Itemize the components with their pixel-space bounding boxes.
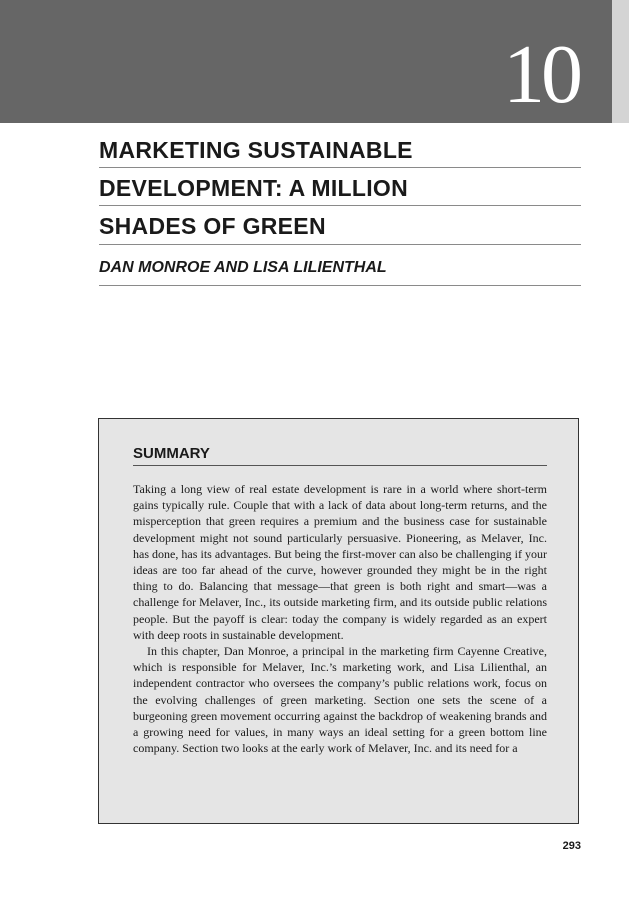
header-edge-tab (612, 0, 629, 123)
authors-rule (99, 285, 581, 286)
chapter-title-line-1: MARKETING SUSTAINABLE (99, 137, 413, 163)
page-number: 293 (562, 840, 581, 852)
chapter-authors: DAN MONROE AND LISA LILIENTHAL (99, 259, 387, 276)
summary-body (133, 481, 547, 756)
summary-paragraph-2: In this chapter, Dan Monroe, a principal in the marketing firm Cayenne Creative, which is responsible for Melaver, Inc.’s marketing work, and Lisa Lilienthal, an independent contractor who oversees the company’s public relations work, focus on the evolving challenges of green marketing. Section one sets the scene of a burgeoning green movement occurring against the backdrop of weakening brands and a growing need for values, in many ways an ideal setting for a green bottom line company. Section two looks at the early work of Melaver, Inc. and its need for a (133, 644, 547, 756)
title-rule (99, 205, 581, 206)
title-rule (99, 244, 581, 245)
chapter-title-line-2: DEVELOPMENT: A MILLION (99, 175, 409, 201)
summary-paragraph-1: Taking a long view of real estate development is rare in a world where short-term gains typically rule. Couple that with a lack of data about long-term returns, and the misperception that green requires a premium and the business case for sustainable development might not sound particularly persuasive. Pioneering, as Melaver, Inc. has done, has its advantages. But being the first-mover can also be challenging if your ideas are too far ahead of the curve, however grounded they might be in the right thing to do. Balancing that message—that green is both right and smart—was a challenge for Melaver, Inc., its outside marketing firm, and its outside public relations people. But the payoff is clear: today the company is widely regarded as an expert with deep roots in sustainable development. (133, 482, 547, 642)
summary-heading: SUMMARY (133, 445, 210, 462)
summary-heading-rule (133, 465, 547, 466)
chapter-number: 10 (503, 28, 579, 121)
title-rule (99, 167, 581, 168)
chapter-title-line-3: SHADES OF GREEN (99, 213, 326, 239)
